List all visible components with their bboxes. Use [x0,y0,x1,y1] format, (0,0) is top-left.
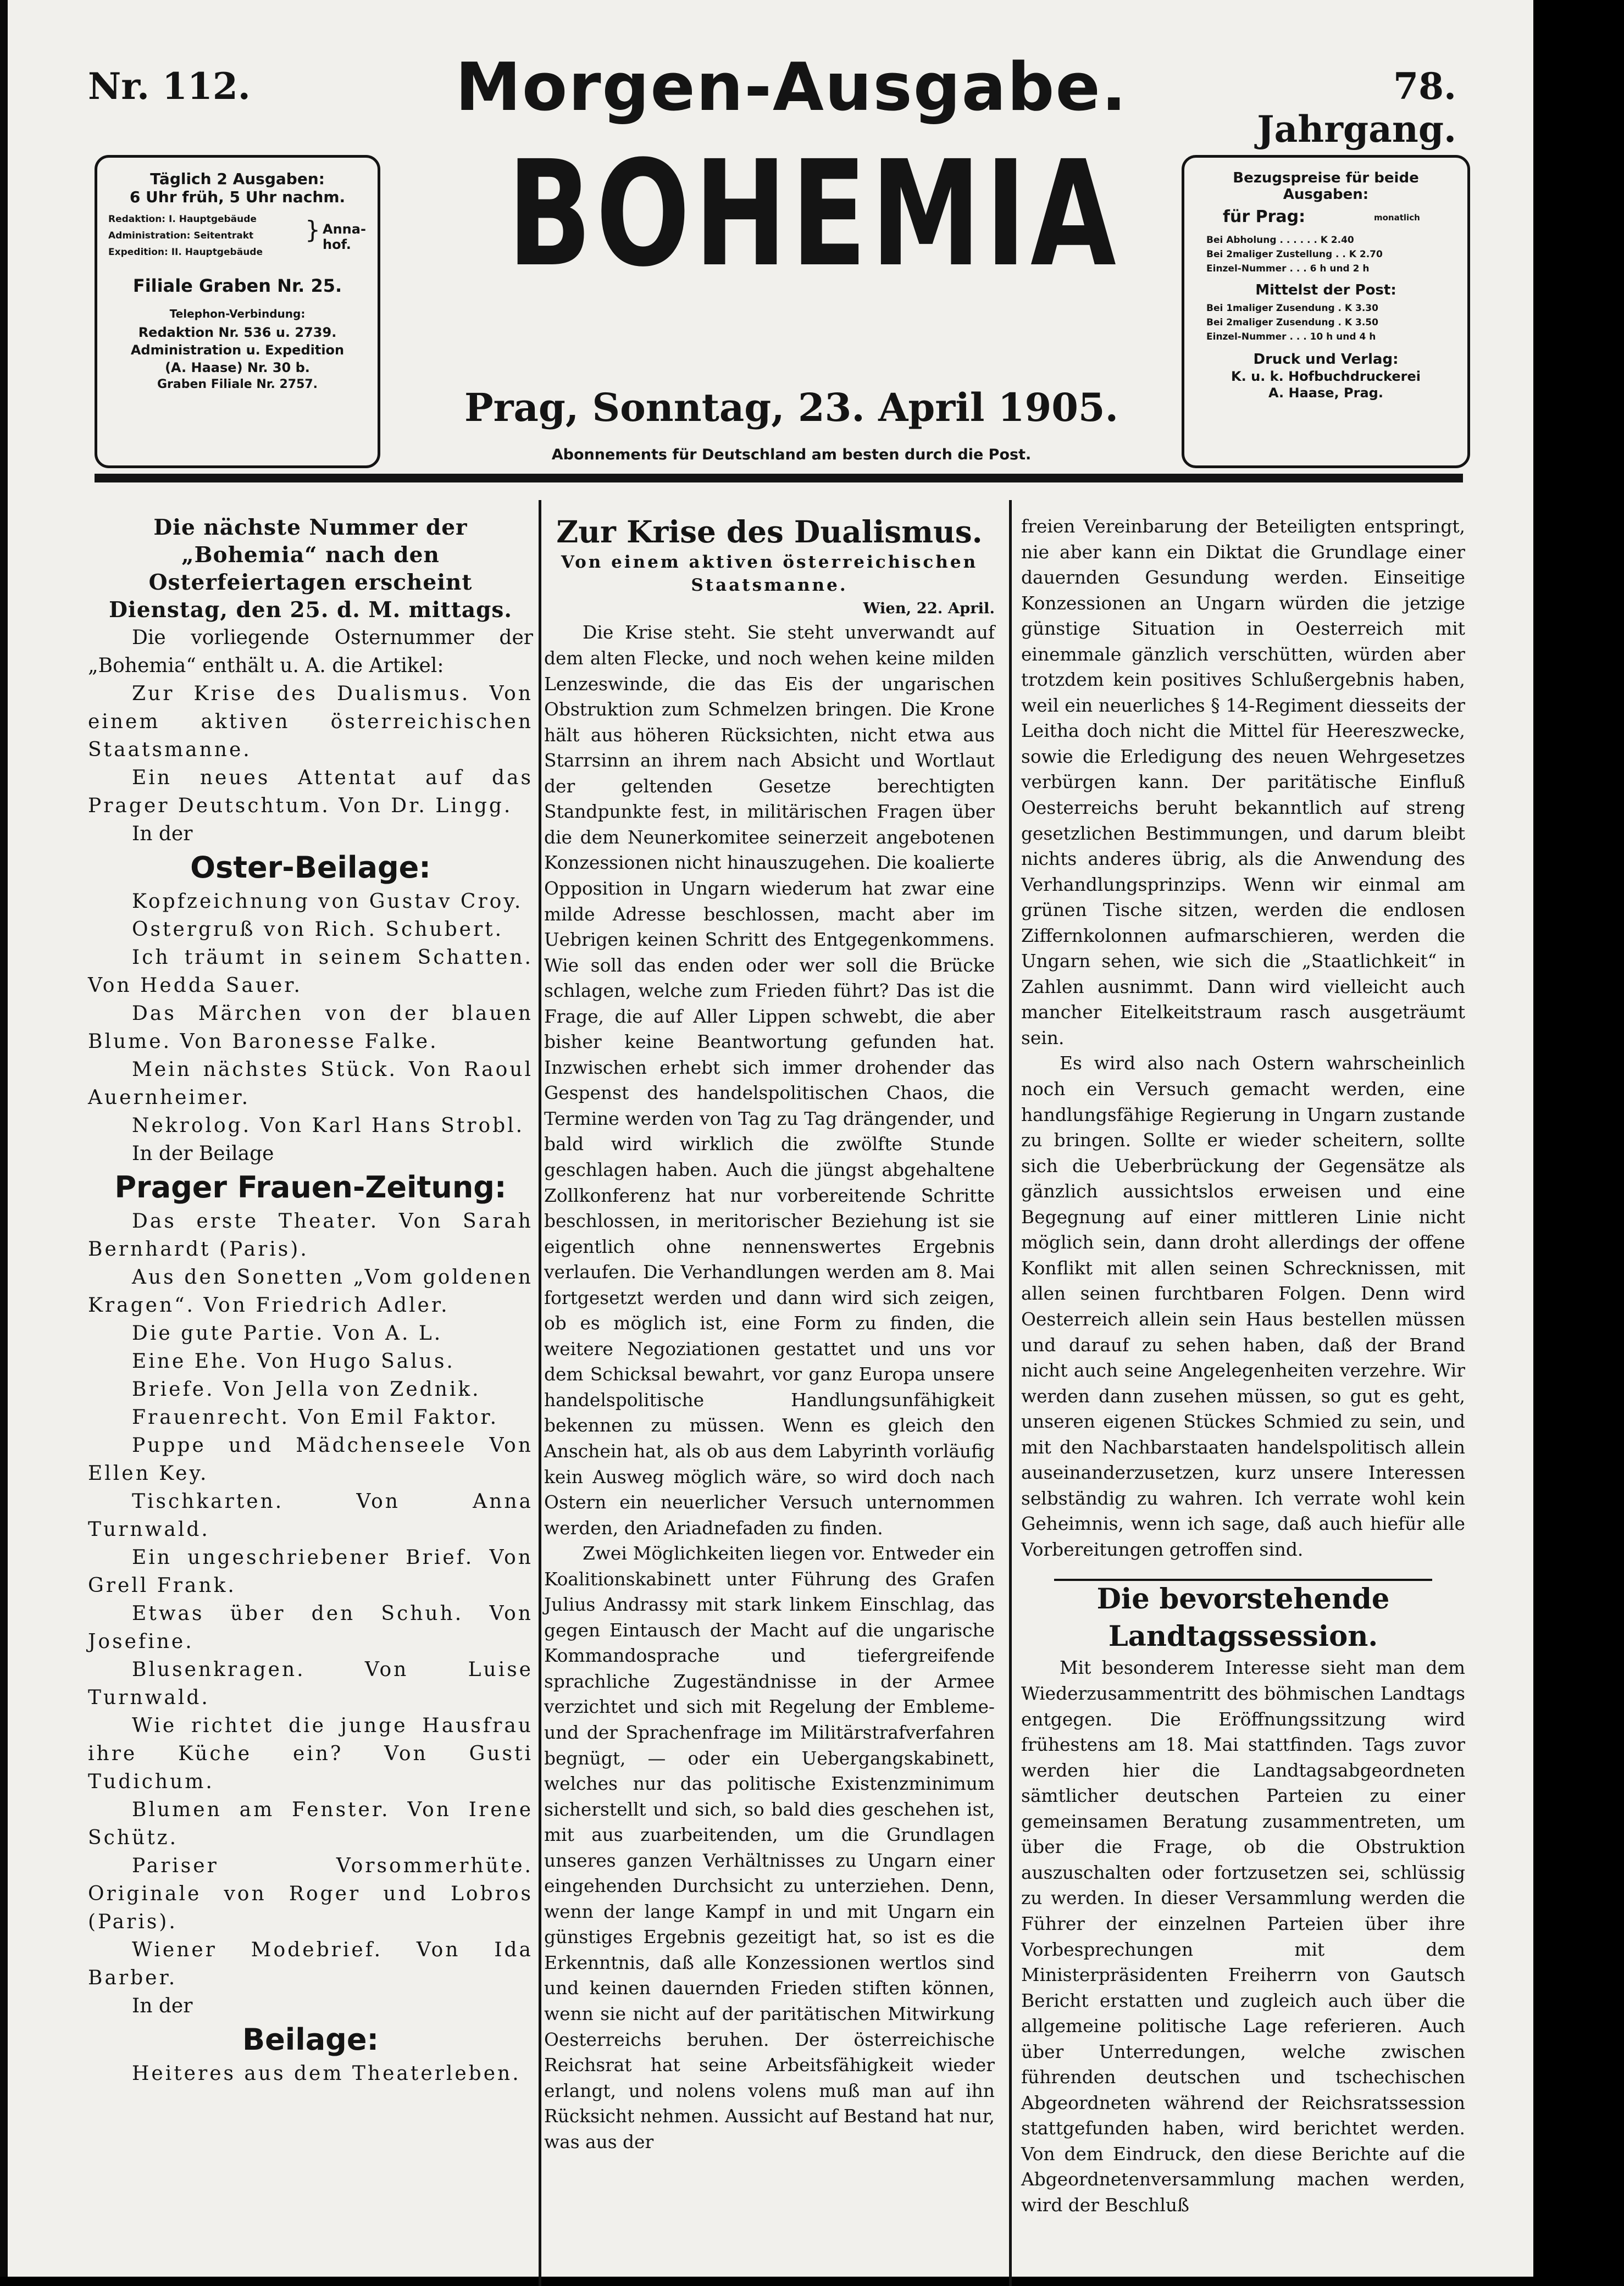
box-line: Druck und Verlag: [1253,351,1399,368]
box-line: Täglich 2 Ausgaben: [150,170,325,188]
box-line: Einzel-Nummer . . . 10 h und 4 h [1206,331,1376,342]
beilage-heading: Beilage: [242,2022,379,2057]
article-dateline: Wien, 22. April. [863,599,995,617]
contents-item: Briefe. Von Jella von Zednik. [132,1378,481,1401]
box-line: Expedition: II. Hauptgebäude [108,247,263,258]
contents-item: Wiener Modebrief. Von Ida Barber. [88,1939,533,1989]
subscription-note: Abonnements für Deutschland am besten durch die Post. [551,446,1032,463]
box-line: 6 Uhr früh, 5 Uhr nachm. [129,188,346,206]
box-line: für Prag: [1223,207,1306,226]
contents-item: Pariser Vorsommerhüte. Originale von Roger und Lobros (Paris). [88,1855,533,1933]
box-line: Bei 2maliger Zusendung . K 3.50 [1206,317,1378,328]
box-line: Administration u. Expedition [130,342,345,358]
box-line: Einzel-Nummer . . . 6 h und 2 h [1206,263,1370,274]
publisher-info-box: Täglich 2 Ausgaben: 6 Uhr früh, 5 Uhr nachm. Redaktion: I. Hauptgebäude Administration: Seitentrakt Expedition: II. Hauptgebäude } Anna-hof. Filiale Graben Nr. 25. Telephon-Verbindung: Redaktion Nr. 536 u. 2739. Administration u. Expedition (A. Haase) Nr. 30 b. Graben Filiale Nr. 2757. [95,155,380,468]
contents-item: Ostergruß von Rich. Schubert. [132,918,504,941]
issue-number: Nr. 112. [88,65,251,108]
contents-item: Tischkarten. Von Anna Turnwald. [88,1490,533,1541]
frauen-zeitung-heading: Prager Frauen-Zeitung: [114,1170,507,1205]
box-line: A. Haase, Prag. [1268,385,1383,401]
contents-item: Frauenrecht. Von Emil Faktor. [132,1406,499,1429]
article-paragraph: Mit besonderem Interesse sieht man dem Wiederzusammentritt des böhmischen Landtags entgegen. Die Eröffnungssitzung wird frühestens am 18. Mai stattfinden. Tags zuvor werden hier die Landtagsabgeordneten sämtlicher deutschen Parteien zu einer gemeinsamen Beratung zusammentreten, um über die Frage, ob die Obstruktion auszuschalten oder fortzusetzen sei, schlüssig zu werden. In dieser Versammlung werden die Führer der einzelnen Parteien über ihre Vorbesprechungen mit dem Ministerpräsidenten Freiherrn von Gautsch Bericht erstatten und zugleich auch über die allgemeine politische Lage referieren. Auch über Unterredungen, welche zwischen führenden deutschen und tschechischen Abgeordneten während der Reichsratssession stattgefunden haben, wird berichtet werden. Von dem Eindruck, den diese Berichte auf die Abgeordnetenversammlung machen werden, wird der Beschluß [1021,1657,1465,2216]
article-paragraph: Es wird also nach Ostern wahrscheinlich noch ein Versuch gemacht werden, eine handlungsfähige Regierung in Ungarn zustande zu bringen. Sollte er wieder scheitern, sollte sich die Ueberbrückung der Gegensätze als gänzlich aussichtslos erweisen und eine Begegnung auf einer mittleren Linie nicht möglich sein, dann droht allerdings der offene Konflikt mit allen seinen Schrecknissen, mit allen seinen furchtbaren Folgen. Denn wird Oesterreich allein sein Haus bestellen müssen und darauf zu sehen haben, daß der Brand nicht auch seine Angelegenheiten verzehre. Wir werden dann zusehen müssen, so gut es geht, unseren eigenen Stückes Schmied zu sein, und mit den Nachbarstaaten handelspolitisch allein auseinanderzusetzen, kurz unsere Interessen selbständig zu wahren. Ich verrate wohl kein Geheimnis, wenn ich sage, daß auch hiefür alle Vorbereitungen getroffen sind. [1021,1053,1465,1560]
contents-item: Zur Krise des Dualismus. Von einem aktiven österreichischen Staatsmanne. [88,683,533,761]
masthead-rule [95,474,1463,482]
box-line: Administration: Seitentrakt [108,230,254,241]
contents-item: Aus den Sonetten „Vom goldenen Kragen“. Von Friedrich Adler. [88,1266,533,1317]
in-der-label: In der [132,823,193,845]
contents-item: Ein ungeschriebener Brief. Von Grell Frank. [88,1546,533,1597]
edition-label: Morgen-Ausgabe. [455,49,1128,126]
article-subtitle: Von einem aktiven österreichischen Staatsmanne. [561,552,978,595]
contents-item: Blumen am Fenster. Von Irene Schütz. [88,1799,533,1849]
contents-intro: Die vorliegende Osternummer der „Bohemia“ enthält u. A. die Artikel: [88,626,533,677]
box-line: Redaktion: I. Hauptgebäude [108,214,257,225]
scan-background [1533,0,1624,2277]
box-line: Bezugspreise für beide [1233,170,1419,186]
box-line: (A. Haase) Nr. 30 b. [165,360,310,375]
in-der-beilage-label: In der Beilage [132,1142,274,1165]
column-divider [539,500,541,2286]
article-title: Zur Krise des Dualismus. [556,514,983,550]
contents-item: Heiteres aus dem Theaterleben. [132,2062,521,2085]
article-paragraph: Zwei Möglichkeiten liegen vor. Entweder ein Koalitionskabinett unter Führung des Grafen Julius Andrassy mit stark linkem Einschlag, das gegen Eintausch der Macht auf die ungarische Kommandosprache und tiefergreifende sprachliche Zugeständnisse in der Armee verzichtet und sich mit Regelung der Embleme- und der Sprachenfrage im Militärstrafverfahren begnügt, — oder ein Uebergangskabinett, welches nur das politische Existenzminimum sicherstellt und sich, so bald dies geschehen ist, mit aus zuarbeitenden, um die Grundlagen unseres ganzen Verhältnisses zu Ungarn einer eingehenden Durchsicht zu unterziehen. Denn, wenn der lange Kampf in und mit Ungarn ein günstiges Ergebnis gezeitigt hat, so ist es die Erkenntnis, daß alle Konzessionen wertlos sind und keinen dauernden Frieden stiften können, wenn sie nicht auf der paritätischen Mitwirkung Oesterreichs beruhen. Der österreichische Reichsrat hat seine Arbeitsfähigkeit wieder erlangt, und nolens volens muß man auf ihn Rücksicht nehmen. Aussicht auf Bestand hat nur, was aus der [544,1543,995,2152]
next-issue-notice: Die nächste Nummer der „Bohemia“ nach den Osterfeiertagen erscheint Dienstag, den 25. d. M. mittags. [109,515,512,623]
box-line: Telephon-Verbindung: [169,307,306,320]
newspaper-logo: BOHEMIA [507,130,1121,299]
box-line: Bei Abholung . . . . . . K 2.40 [1206,235,1354,246]
contents-item: Ein neues Attentat auf das Prager Deutschtum. Von Dr. Lingg. [88,767,533,817]
scan-left-edge [0,0,8,2277]
box-line: Bei 2maliger Zustellung . . K 2.70 [1206,249,1383,260]
contents-item: Die gute Partie. Von A. L. [132,1322,443,1345]
contents-item: Mein nächstes Stück. Von Raoul Auernheimer. [88,1058,533,1109]
contents-item: Das Märchen von der blauen Blume. Von Baronesse Falke. [88,1002,533,1053]
article-paragraph: Die Krise steht. Sie steht unverwandt auf dem alten Flecke, und noch wehen keine milden Lenzeswinde, die das Eis der ungarischen Obstruktion zum Schmelzen bringen. Die Krone hält aus höheren Rücksichten, nicht etwa aus Starrsinn an ihrem nach Absicht und Wortlaut der geltenden Gesetze berechtigten Standpunkte fest, in militärischen Fragen über die dem Neunerkomitee seinerzeit angebotenen Konzessionen nicht hinauszugehen. Die koalierte Opposition in Ungarn wiederum hat zwar eine milde Adresse beschlossen, macht aber im Uebrigen keinen Schritt des Entgegenkommens. Wie soll das enden oder wer soll die Brücke schlagen, welche zum Frieden führt? Das ist die Frage, die auf Aller Lippen schwebt, die aber bisher keine Beantwortung gefunden hat. Inzwischen erhebt sich immer drohender das Gespenst des handelspolitischen Chaos, die Termine werden von Tag zu Tag drängender, und bald wird wirklich die zwölfte Stunde geschlagen haben. Auch die jüngst abgehaltene Zollkonferenz hat nur vorbereitende Schritte beschlossen, in meritorischer Beziehung ist sie eigentlich ohne nennenswertes Ergebnis verlaufen. Die Verhandlungen werden am 8. Mai fortgesetzt werden und dann wird sich zeigen, ob es möglich ist, eine Form zu finden, die weitere Negoziationen gestattet und uns vor dem Schicksal bewahrt, vor ganz Europa unsere handelspolitische Handlungsunfähigkeit bekennen zu müssen. Wenn es gleich den Anschein hat, als ob aus dem Labyrinth vorläufig kein Ausweg möglich wäre, so wird doch nach Ostern ein neuerlicher Versuch unternommen werden, den Ariadnefaden zu finden. [544,622,995,1539]
contents-column [88,514,533,2088]
contents-item: Ich träumt in seinem Schatten. Von Hedda Sauer. [88,946,533,997]
box-line: Bei 1maliger Zusendung . K 3.30 [1206,303,1378,314]
box-line: Graben Filiale Nr. 2757. [157,378,318,391]
contents-item: Nekrolog. Von Karl Hans Strobl. [132,1114,525,1137]
lead-article-column [544,514,995,2155]
volume-label: 78. Jahrgang. [1257,65,1456,151]
column-divider [1009,500,1012,2286]
in-der-label: In der [132,1995,193,2017]
price-info-box [1182,155,1470,468]
oster-beilage-heading: Oster-Beilage: [190,850,431,885]
box-line: Anna-hof. [323,221,366,252]
contents-item: Kopfzeichnung von Gustav Croy. [132,890,523,913]
contents-item: Blusenkragen. Von Luise Turnwald. [88,1658,533,1709]
dateline: Prag, Sonntag, 23. April 1905. [464,385,1118,430]
box-line: monatlich [1374,213,1420,223]
contents-item: Das erste Theater. Von Sarah Bernhardt (Paris). [88,1210,533,1261]
box-line: K. u. k. Hofbuchdruckerei [1231,369,1421,384]
box-line: Mittelst der Post: [1255,282,1396,298]
box-line: Filiale Graben Nr. 25. [132,275,342,296]
continuation-column [1021,514,1465,2218]
contents-item: Wie richtet die junge Hausfrau ihre Küche ein? Von Gusti Tudichum. [88,1715,533,1793]
box-line: Redaktion Nr. 536 u. 2739. [138,325,337,340]
article-paragraph: freien Vereinbarung der Beteiligten entspringt, nie aber kann ein Diktat die Grundlage einer dauernden Gesundung werden. Einseitige Konzessionen an Ungarn würden die jetzige günstige Situation in Oesterreich mit einemmale gänzlich verschütten, würden aber trotzdem kein positives Schlußergebnis haben, weil ein neuerliches § 14-Regiment diesseits der Leitha doch nicht die Mittel für Heereszwecke, sowie die Erledigung des neuen Wehrgesetzes verbürgen kann. Der paritätische Einfluß Oesterreichs beruht bekanntlich auf streng gesetzlichen Bestimmungen, und darum bleibt nichts anderes übrig, als die Anwendung des Verhandlungsprinzips. Wenn wir einmal am grünen Tische sitzen, werden die endlosen Ziffernkolonnen aufmarschieren, werden die Ungarn sehen, wie sich die „Staatlichkeit“ in Zahlen ausnimmt. Dann wird vielleicht auch mancher Eitelkeitstraum rasch ausgeträumt sein. [1021,516,1465,1048]
article-title: Die bevorstehende Landtagssession. [1096,1583,1390,1653]
contents-item: Puppe und Mädchenseele Von Ellen Key. [88,1434,533,1485]
contents-item: Eine Ehe. Von Hugo Salus. [132,1350,455,1373]
contents-item: Etwas über den Schuh. Von Josefine. [88,1602,533,1653]
box-line: Ausgaben: [1283,186,1369,203]
